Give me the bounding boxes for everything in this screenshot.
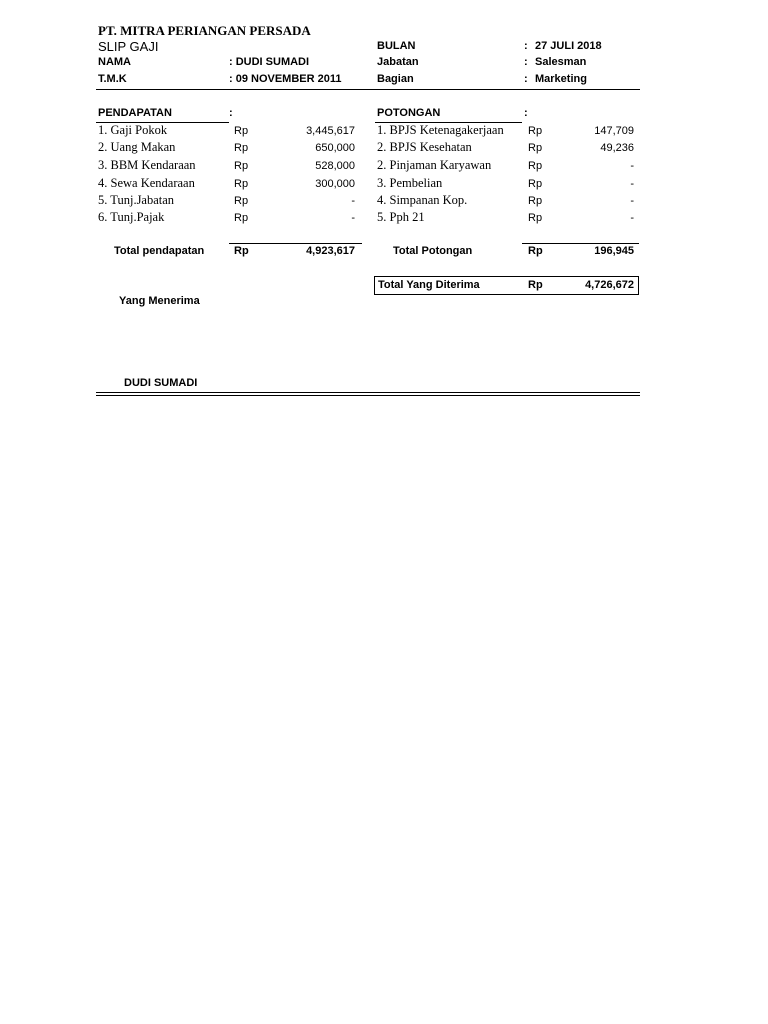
potongan-item-amount: - <box>630 178 634 190</box>
bulan-value: 27 JULI 2018 <box>535 40 602 52</box>
bulan-label: BULAN <box>377 40 416 52</box>
potongan-item-amount: - <box>630 195 634 207</box>
pendapatan-heading: PENDAPATAN <box>98 107 172 119</box>
pendapatan-item-currency: Rp <box>234 212 249 224</box>
potongan-item-currency: Rp <box>528 142 543 154</box>
signature-label: Yang Menerima <box>119 295 200 307</box>
potongan-total-line <box>522 243 639 244</box>
pendapatan-item-label: 3. BBM Kendaraan <box>98 158 196 172</box>
pendapatan-item-amount: - <box>351 212 355 224</box>
potongan-heading: POTONGAN <box>377 107 441 119</box>
net-pay-currency: Rp <box>528 279 543 291</box>
pendapatan-item-amount: - <box>351 195 355 207</box>
pendapatan-item-currency: Rp <box>234 142 249 154</box>
pendapatan-total-amount: 4,923,617 <box>306 245 355 257</box>
pendapatan-item-currency: Rp <box>234 160 249 172</box>
potongan-item-currency: Rp <box>528 212 543 224</box>
potongan-total-amount: 196,945 <box>594 245 634 257</box>
potongan-item-label: 4. Simpanan Kop. <box>377 193 468 207</box>
potongan-total-currency: Rp <box>528 245 543 257</box>
jabatan-label: Jabatan <box>377 56 419 68</box>
pendapatan-total-label: Total pendapatan <box>114 245 205 257</box>
potongan-item-amount: 147,709 <box>594 125 634 137</box>
potongan-item-amount: - <box>630 160 634 172</box>
net-pay-amount: 4,726,672 <box>585 279 634 291</box>
net-pay-label: Total Yang Diterima <box>378 279 480 291</box>
pendapatan-item-currency: Rp <box>234 125 249 137</box>
tmk-label: T.M.K <box>98 73 127 85</box>
tmk-value: : 09 NOVEMBER 2011 <box>229 73 342 85</box>
pendapatan-total-currency: Rp <box>234 245 249 257</box>
pendapatan-item-label: 1. Gaji Pokok <box>98 123 168 137</box>
pendapatan-item-amount: 528,000 <box>315 160 355 172</box>
potongan-item-label: 1. BPJS Ketenagakerjaan <box>377 123 504 137</box>
potongan-item-label: 2. BPJS Kesehatan <box>377 140 472 154</box>
potongan-item-amount: - <box>630 212 634 224</box>
nama-label: NAMA <box>98 56 131 68</box>
company-name: PT. MITRA PERIANGAN PERSADA <box>98 23 311 38</box>
nama-value: : DUDI SUMADI <box>229 56 310 68</box>
potongan-item-amount: 49,236 <box>600 142 634 154</box>
bottom-rule-bottom <box>96 395 640 396</box>
pendapatan-item-label: 6. Tunj.Pajak <box>98 210 165 224</box>
pendapatan-item-label: 2. Uang Makan <box>98 140 176 154</box>
signature-name: DUDI SUMADI <box>124 377 198 389</box>
bottom-rule-top <box>96 392 640 393</box>
header-divider <box>96 89 640 90</box>
pendapatan-item-amount: 300,000 <box>315 178 355 190</box>
bagian-value: Marketing <box>535 73 587 85</box>
bagian-colon: : <box>524 73 528 85</box>
potongan-item-label: 2. Pinjaman Karyawan <box>377 158 492 172</box>
pendapatan-item-amount: 650,000 <box>315 142 355 154</box>
jabatan-colon: : <box>524 56 528 68</box>
pendapatan-item-currency: Rp <box>234 178 249 190</box>
pendapatan-item-label: 5. Tunj.Jabatan <box>98 193 175 207</box>
bagian-label: Bagian <box>377 73 414 85</box>
potongan-item-label: 3. Pembelian <box>377 176 443 190</box>
jabatan-value: Salesman <box>535 56 587 68</box>
potongan-item-currency: Rp <box>528 125 543 137</box>
pendapatan-item-amount: 3,445,617 <box>306 125 355 137</box>
pendapatan-colon: : <box>229 107 233 119</box>
pendapatan-item-currency: Rp <box>234 195 249 207</box>
pendapatan-total-line <box>229 243 362 244</box>
potongan-item-currency: Rp <box>528 160 543 172</box>
doc-title: SLIP GAJI <box>98 39 159 54</box>
potongan-item-currency: Rp <box>528 195 543 207</box>
potongan-item-label: 5. Pph 21 <box>377 210 425 224</box>
bulan-colon: : <box>524 40 528 52</box>
potongan-total-label: Total Potongan <box>393 245 473 257</box>
potongan-colon: : <box>524 107 528 119</box>
potongan-item-currency: Rp <box>528 178 543 190</box>
pendapatan-item-label: 4. Sewa Kendaraan <box>98 176 195 190</box>
